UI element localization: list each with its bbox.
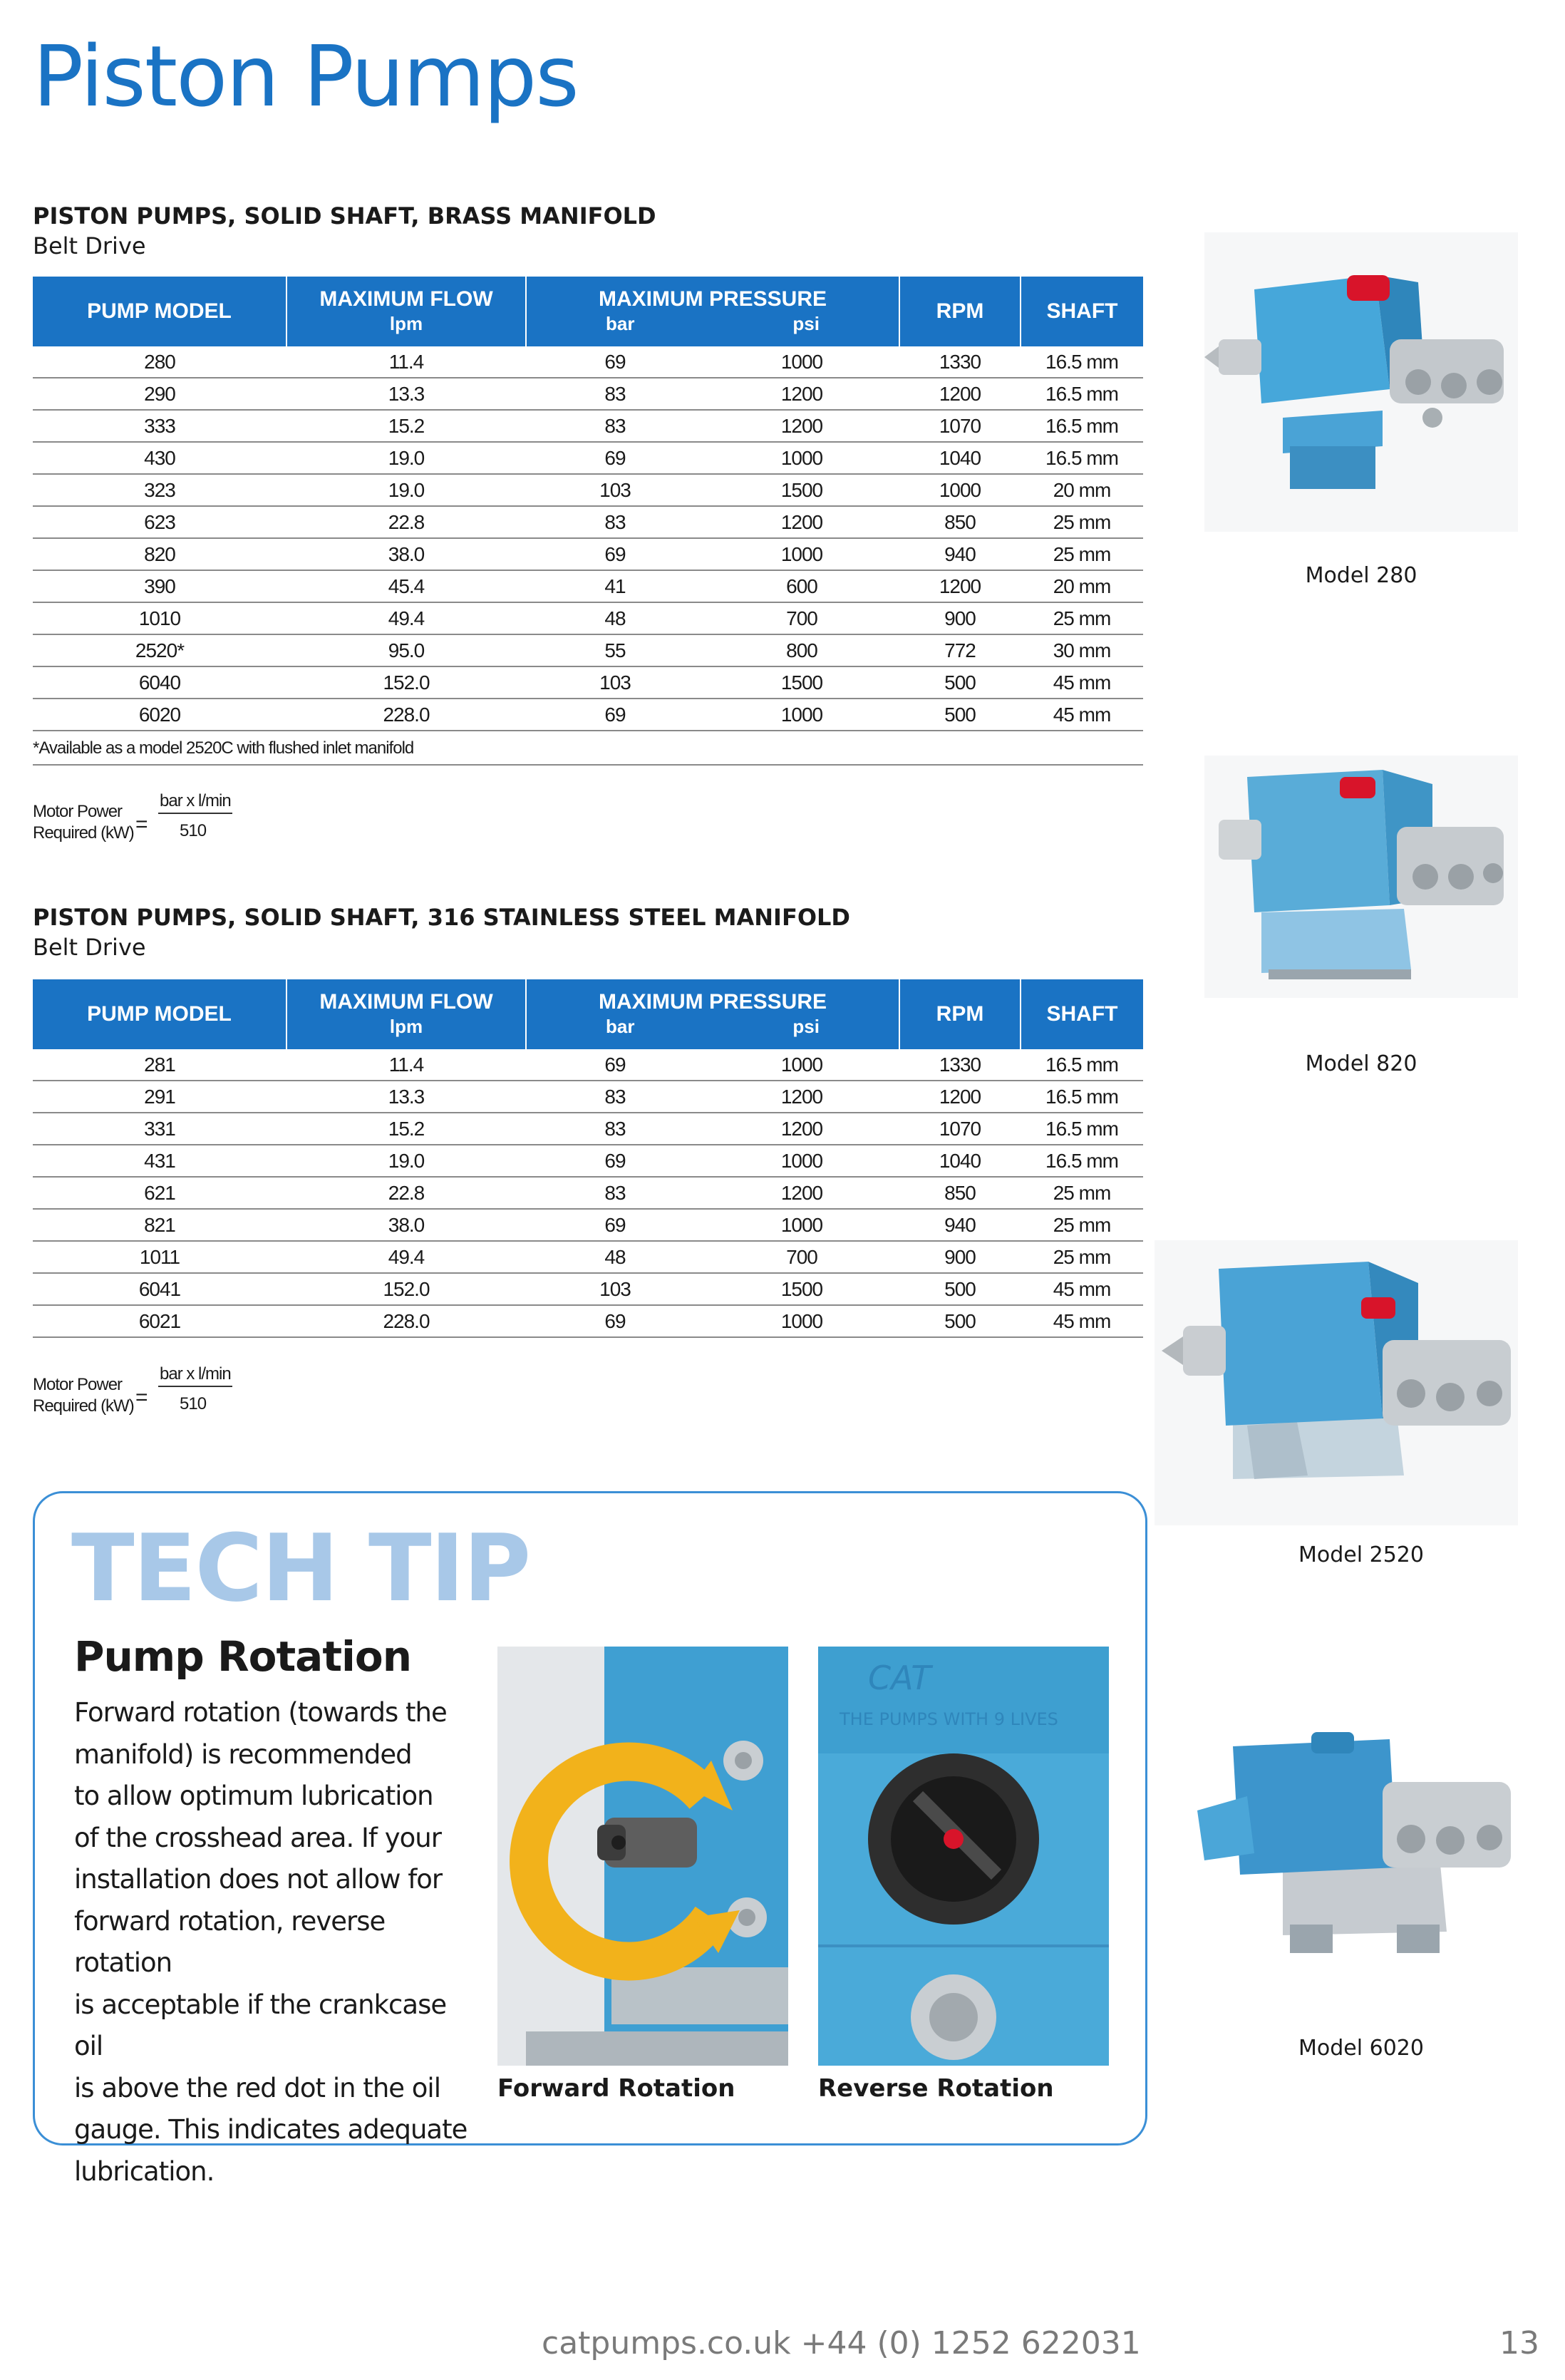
page-number: 13: [1499, 2325, 1539, 2361]
tech-tip-line: to allow optimum lubrication: [74, 1781, 433, 1811]
cell-rpm: 850: [899, 506, 1021, 538]
cell-model: 390: [33, 570, 286, 602]
cell-shaft: 20 mm: [1021, 474, 1143, 506]
cell-model: 820: [33, 538, 286, 570]
page-title: Piston Pumps: [33, 27, 578, 125]
cell-bar: 103: [526, 1273, 704, 1305]
cell-psi: 1000: [704, 1145, 899, 1177]
cell-psi: 600: [704, 570, 899, 602]
col-max-flow-label: MAXIMUM FLOW: [319, 990, 493, 1014]
cell-psi: 700: [704, 1241, 899, 1273]
cell-rpm: 940: [899, 1209, 1021, 1241]
col-rpm: RPM: [899, 277, 1021, 346]
table-row: [33, 442, 1143, 474]
cell-flow: 95.0: [286, 634, 526, 666]
table-row: [33, 1113, 1143, 1145]
cell-rpm: 1000: [899, 474, 1021, 506]
footnote-divider: [33, 764, 1143, 766]
cell-model: 323: [33, 474, 286, 506]
cell-shaft: 25 mm: [1021, 602, 1143, 634]
cell-bar: 69: [526, 538, 704, 570]
table-2-body: [33, 1049, 1143, 1337]
col-bar: bar: [605, 1016, 635, 1037]
table-row: [33, 1209, 1143, 1241]
cell-bar: 69: [526, 699, 704, 731]
cell-bar: 103: [526, 474, 704, 506]
col-max-pressure: [526, 277, 899, 346]
cell-rpm: 500: [899, 1305, 1021, 1337]
cell-model: 6041: [33, 1273, 286, 1305]
col-max-flow: [286, 277, 526, 346]
cell-flow: 38.0: [286, 538, 526, 570]
cell-shaft: 20 mm: [1021, 570, 1143, 602]
cell-shaft: 16.5 mm: [1021, 410, 1143, 442]
cell-shaft: 45 mm: [1021, 699, 1143, 731]
forward-rotation-label: Forward Rotation: [497, 2074, 735, 2103]
cell-model: 1010: [33, 602, 286, 634]
cell-bar: 103: [526, 666, 704, 699]
cell-flow: 152.0: [286, 1273, 526, 1305]
cell-shaft: 25 mm: [1021, 506, 1143, 538]
cell-model: 430: [33, 442, 286, 474]
col-rpm: RPM: [899, 979, 1021, 1049]
cell-flow: 19.0: [286, 474, 526, 506]
cell-flow: 38.0: [286, 1209, 526, 1241]
table-row: [33, 602, 1143, 634]
cell-model: 1011: [33, 1241, 286, 1273]
table-1-subheading: Belt Drive: [33, 232, 146, 259]
formula-label: Motor Power Required (kW): [33, 1375, 134, 1416]
table-row: [33, 1273, 1143, 1305]
cell-flow: 13.3: [286, 1081, 526, 1113]
tech-tip-line: is acceptable if the crankcase oil: [74, 1989, 447, 2061]
cell-bar: 83: [526, 1081, 704, 1113]
cell-flow: 13.3: [286, 378, 526, 410]
table-row: [33, 1177, 1143, 1209]
col-shaft: SHAFT: [1021, 979, 1143, 1049]
cell-shaft: 16.5 mm: [1021, 346, 1143, 378]
col-max-pressure-label: MAXIMUM PRESSURE: [598, 990, 827, 1014]
cell-model: 280: [33, 346, 286, 378]
cell-psi: 1500: [704, 666, 899, 699]
model-280-caption: Model 280: [1305, 563, 1417, 588]
table-row: [33, 410, 1143, 442]
cell-bar: 69: [526, 1305, 704, 1337]
table-row: [33, 1049, 1143, 1081]
cell-shaft: 16.5 mm: [1021, 378, 1143, 410]
cell-bar: 83: [526, 378, 704, 410]
col-max-pressure: [526, 979, 899, 1049]
cell-rpm: 1200: [899, 570, 1021, 602]
cell-psi: 1200: [704, 1081, 899, 1113]
cell-rpm: 500: [899, 699, 1021, 731]
col-flow-unit: lpm: [389, 313, 423, 334]
cell-rpm: 1200: [899, 378, 1021, 410]
formula-numerator: bar x l/min: [158, 1364, 232, 1387]
cell-psi: 1200: [704, 410, 899, 442]
table-2-subheading: Belt Drive: [33, 934, 146, 961]
cell-flow: 19.0: [286, 1145, 526, 1177]
cell-flow: 15.2: [286, 1113, 526, 1145]
cell-model: 6020: [33, 699, 286, 731]
cell-rpm: 900: [899, 1241, 1021, 1273]
model-820-caption: Model 820: [1305, 1051, 1417, 1076]
col-max-pressure-label: MAXIMUM PRESSURE: [598, 287, 827, 311]
cell-bar: 69: [526, 1209, 704, 1241]
cell-bar: 48: [526, 1241, 704, 1273]
cell-rpm: 940: [899, 538, 1021, 570]
col-pump-model: PUMP MODEL: [33, 979, 286, 1049]
cell-model: 621: [33, 1177, 286, 1209]
reverse-rotation-image: [818, 1647, 1109, 2066]
formula-denominator: 510: [180, 821, 207, 840]
cell-rpm: 500: [899, 1273, 1021, 1305]
table-row: [33, 1305, 1143, 1337]
model-6020-caption: Model 6020: [1298, 2036, 1424, 2061]
tech-tip-line: lubrication.: [74, 2155, 215, 2187]
tech-tip-line: manifold) is recommended: [74, 1738, 412, 1770]
cell-flow: 49.4: [286, 1241, 526, 1273]
cell-bar: 83: [526, 410, 704, 442]
cell-psi: 700: [704, 602, 899, 634]
cell-flow: 22.8: [286, 506, 526, 538]
col-flow-unit: lpm: [389, 1016, 423, 1037]
cell-model: 333: [33, 410, 286, 442]
cell-rpm: 850: [899, 1177, 1021, 1209]
cell-bar: 69: [526, 442, 704, 474]
cell-flow: 22.8: [286, 1177, 526, 1209]
cell-model: 6040: [33, 666, 286, 699]
formula-equals: =: [135, 1386, 148, 1409]
table-row: [33, 634, 1143, 666]
table-row: [33, 538, 1143, 570]
motor-power-formula-2: [33, 1364, 261, 1421]
col-max-flow-label: MAXIMUM FLOW: [319, 287, 493, 311]
cell-psi: 1200: [704, 506, 899, 538]
col-shaft: SHAFT: [1021, 277, 1143, 346]
tech-tip-body: [74, 1692, 473, 2193]
motor-power-formula-1: [33, 791, 261, 848]
reverse-rotation-label: Reverse Rotation: [818, 2074, 1054, 2103]
cell-shaft: 16.5 mm: [1021, 442, 1143, 474]
cell-rpm: 1040: [899, 1145, 1021, 1177]
col-psi: psi: [792, 313, 820, 334]
cell-model: 2520*: [33, 634, 286, 666]
table-row: [33, 570, 1143, 602]
formula-label: Motor Power Required (kW): [33, 802, 134, 843]
cell-bar: 69: [526, 346, 704, 378]
cell-model: 623: [33, 506, 286, 538]
col-pump-model: PUMP MODEL: [33, 277, 286, 346]
formula-denominator: 510: [180, 1394, 207, 1413]
pump-photo-6020: [1183, 1718, 1518, 1974]
cell-bar: 83: [526, 1113, 704, 1145]
col-max-flow: [286, 979, 526, 1049]
cell-model: 290: [33, 378, 286, 410]
cell-shaft: 45 mm: [1021, 1305, 1143, 1337]
cell-flow: 15.2: [286, 410, 526, 442]
cell-psi: 1000: [704, 442, 899, 474]
cell-psi: 1000: [704, 346, 899, 378]
cell-flow: 45.4: [286, 570, 526, 602]
cell-bar: 69: [526, 1145, 704, 1177]
pump-photo-820: [1204, 756, 1518, 998]
cell-rpm: 1070: [899, 1113, 1021, 1145]
cell-flow: 152.0: [286, 666, 526, 699]
cell-model: 6021: [33, 1305, 286, 1337]
cell-flow: 19.0: [286, 442, 526, 474]
formula-numerator: bar x l/min: [158, 791, 232, 814]
table-2-heading: PISTON PUMPS, SOLID SHAFT, 316 STAINLESS STEEL MANIFOLD: [33, 904, 850, 931]
table-row: [33, 1145, 1143, 1177]
forward-rotation-image: [497, 1647, 788, 2066]
cell-shaft: 16.5 mm: [1021, 1113, 1143, 1145]
cell-bar: 48: [526, 602, 704, 634]
table-row: [33, 474, 1143, 506]
tech-tip-subtitle: Pump Rotation: [74, 1632, 412, 1681]
cell-psi: 1200: [704, 378, 899, 410]
cell-model: 821: [33, 1209, 286, 1241]
cell-model: 331: [33, 1113, 286, 1145]
cell-flow: 228.0: [286, 1305, 526, 1337]
cell-rpm: 772: [899, 634, 1021, 666]
table-1-body: [33, 346, 1143, 731]
cell-rpm: 1040: [899, 442, 1021, 474]
cell-rpm: 1200: [899, 1081, 1021, 1113]
tech-tip-line: forward rotation, reverse rotation: [74, 1905, 386, 1978]
cell-flow: 11.4: [286, 1049, 526, 1081]
cell-psi: 1500: [704, 1273, 899, 1305]
oil-level-red-dot: [944, 1829, 964, 1849]
cell-flow: 11.4: [286, 346, 526, 378]
cell-bar: 83: [526, 506, 704, 538]
cell-psi: 1000: [704, 699, 899, 731]
cell-bar: 55: [526, 634, 704, 666]
tech-tip-line: is above the red dot in the oil: [74, 2072, 440, 2103]
table-row: [33, 666, 1143, 699]
cell-shaft: 30 mm: [1021, 634, 1143, 666]
cell-shaft: 45 mm: [1021, 666, 1143, 699]
table-row: [33, 506, 1143, 538]
formula-equals: =: [135, 813, 148, 836]
table-1-heading: PISTON PUMPS, SOLID SHAFT, BRASS MANIFOLD: [33, 202, 656, 230]
table-row: [33, 1081, 1143, 1113]
cell-rpm: 500: [899, 666, 1021, 699]
cell-flow: 49.4: [286, 602, 526, 634]
cast-slogan-text: THE PUMPS WITH 9 LIVES: [840, 1709, 1058, 1729]
tech-tip-line: of the crosshead area. If your: [74, 1822, 441, 1853]
cell-model: 281: [33, 1049, 286, 1081]
cell-bar: 83: [526, 1177, 704, 1209]
pump-photo-2520: [1155, 1240, 1518, 1525]
cell-rpm: 900: [899, 602, 1021, 634]
pump-photo-280: [1204, 232, 1518, 532]
cell-model: 291: [33, 1081, 286, 1113]
cell-shaft: 25 mm: [1021, 1209, 1143, 1241]
cell-psi: 1000: [704, 1209, 899, 1241]
cast-logo-text: CAT: [868, 1659, 931, 1697]
cell-psi: 1200: [704, 1113, 899, 1145]
cell-shaft: 45 mm: [1021, 1273, 1143, 1305]
cell-psi: 1000: [704, 1049, 899, 1081]
col-psi: psi: [792, 1016, 820, 1037]
cell-shaft: 25 mm: [1021, 1241, 1143, 1273]
tech-tip-line: Forward rotation (towards the: [74, 1697, 447, 1728]
cell-shaft: 25 mm: [1021, 538, 1143, 570]
cell-rpm: 1330: [899, 346, 1021, 378]
cell-psi: 1500: [704, 474, 899, 506]
tech-tip-line: installation does not allow for: [74, 1864, 443, 1895]
table-row: [33, 346, 1143, 378]
table-row: [33, 699, 1143, 731]
cell-rpm: 1070: [899, 410, 1021, 442]
cell-bar: 69: [526, 1049, 704, 1081]
cell-bar: 41: [526, 570, 704, 602]
cell-psi: 800: [704, 634, 899, 666]
cell-rpm: 1330: [899, 1049, 1021, 1081]
footer-contact: catpumps.co.uk +44 (0) 1252 622031: [542, 2325, 1141, 2361]
tech-tip-title: TECH TIP: [71, 1514, 530, 1622]
tech-tip-line: gauge. This indicates adequate: [74, 2114, 468, 2145]
cell-psi: 1200: [704, 1177, 899, 1209]
cell-psi: 1000: [704, 1305, 899, 1337]
cell-shaft: 25 mm: [1021, 1177, 1143, 1209]
cell-shaft: 16.5 mm: [1021, 1145, 1143, 1177]
col-bar: bar: [605, 313, 635, 334]
table-row: [33, 378, 1143, 410]
cell-shaft: 16.5 mm: [1021, 1081, 1143, 1113]
pump-table-stainless: [33, 979, 1143, 1338]
cell-flow: 228.0: [286, 699, 526, 731]
model-2520-caption: Model 2520: [1298, 1542, 1424, 1567]
table-1-footnote: *Available as a model 2520C with flushed inlet manifold: [33, 738, 414, 758]
cell-shaft: 16.5 mm: [1021, 1049, 1143, 1081]
pump-table-brass: [33, 277, 1143, 731]
table-row: [33, 1241, 1143, 1273]
cell-model: 431: [33, 1145, 286, 1177]
cell-psi: 1000: [704, 538, 899, 570]
